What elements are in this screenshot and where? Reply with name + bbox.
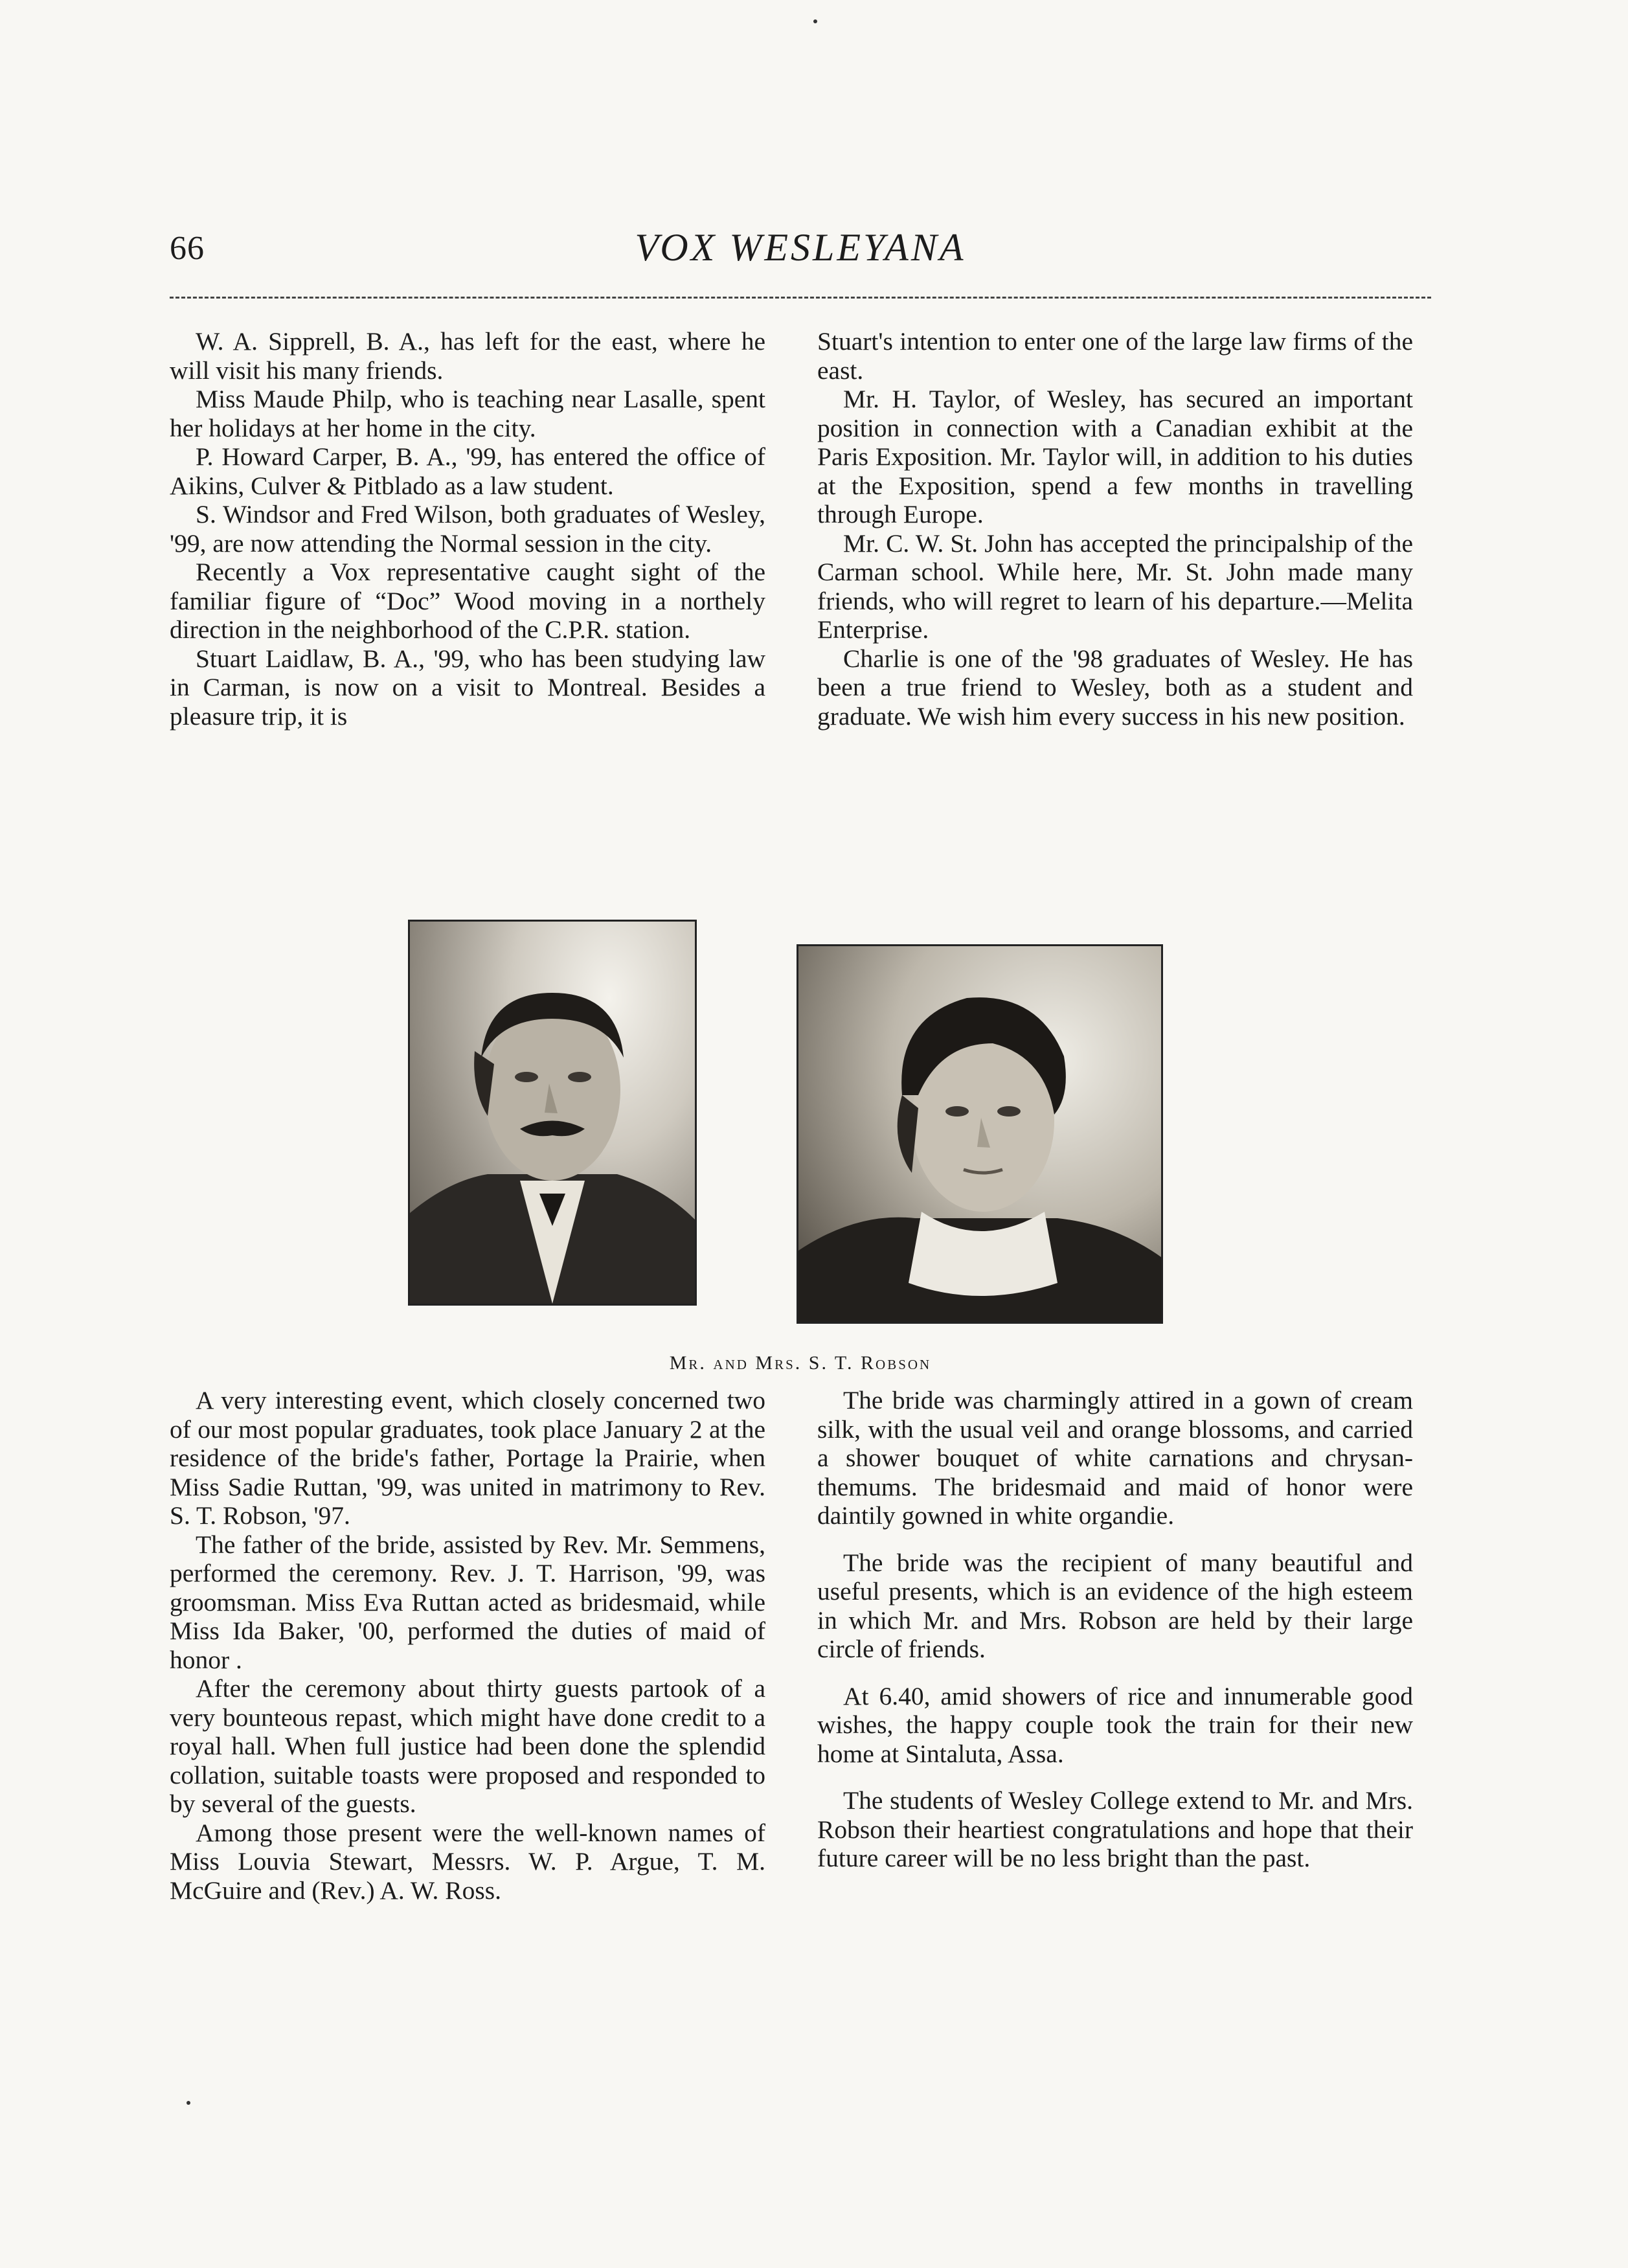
paragraph: A very interesting event, which closely concerned two of our most popular graduates, took place January 2 at the residence of the bride's father, Portage la Prairie, when Miss Sadie Ruttan, '99, was united in matrimony to Rev. S. T. Robson, '97. bbox=[170, 1386, 765, 1530]
paragraph: Mr. H. Taylor, of Wesley, has secured an important position in connection with a Canadian exhibit at the Paris Exposition. Mr. Taylor will, in addition to his duties at the Exposition, spend a few months in travelling through Europe. bbox=[817, 385, 1413, 528]
portrait-mr-robson-image bbox=[410, 922, 695, 1304]
journal-title: VOX WESLEYANA bbox=[635, 226, 966, 269]
paragraph: P. Howard Carper, B. A., '99, has entered the office of Aikins, Culver & Pitblado as a law student. bbox=[170, 442, 765, 500]
paragraph: At 6.40, amid showers of rice and innumerable good wishes, the happy couple took the train for their new home at Sintaluta, Assa. bbox=[817, 1681, 1413, 1768]
column-bottom-left bbox=[170, 1386, 765, 1905]
paragraph: The students of Wesley College extend to Mr. and Mrs. Robson their heartiest congratulations and hope that their future career will be no less bright than the past. bbox=[817, 1786, 1413, 1872]
paragraph: Recently a Vox representative caught sight of the familiar figure of “Doc” Wood moving in a northely direction in the neighborhood of the C.P.R. station. bbox=[170, 558, 765, 644]
stray-mark-bottom bbox=[187, 2101, 190, 2105]
paragraph: Stuart Laidlaw, B. A., '99, who has been studying law in Carman, is now on a visit to Montreal. Besides a pleasure trip, it is bbox=[170, 644, 765, 731]
paragraph: Mr. C. W. St. John has accepted the principalship of the Carman school. While here, Mr. St. John made many friends, who will regret to learn of his departure.—Melita Enterprise. bbox=[817, 528, 1413, 644]
paragraph: The bride was charmingly attired in a gown of cream silk, with the usual veil and orange blossoms, and carried a shower bouquet of white carnations and chrysanthemums. The bridesmaid and maid of honor were daintily gowned in white organdie. bbox=[817, 1386, 1413, 1530]
paragraph: The father of the bride, assisted by Rev. Mr. Semmens, performed the ceremony. Rev. J. T. Harrison, '99, was groomsman. Miss Eva Ruttan acted as bridesmaid, while Miss Ida Baker, '00, performed the duties of maid of honor . bbox=[170, 1530, 765, 1674]
column-top-left bbox=[170, 327, 765, 731]
paragraph: W. A. Sipprell, B. A., has left for the east, where he will visit his many friends. bbox=[170, 327, 765, 385]
page-number: 66 bbox=[170, 230, 205, 267]
stray-mark-top bbox=[813, 19, 817, 23]
paragraph: The bride was the recipient of many beautiful and useful presents, which is an evidence of the high esteem in which Mr. and Mrs. Robson are held by their large circle of friends. bbox=[817, 1548, 1413, 1663]
paragraph: S. Windsor and Fred Wilson, both graduates of Wesley, '99, are now attending the Normal session in the city. bbox=[170, 500, 765, 558]
column-bottom-right bbox=[817, 1386, 1413, 1873]
paragraph: Stuart's intention to enter one of the large law firms of the east. bbox=[817, 327, 1413, 385]
photo-caption: Mr. and Mrs. S. T. Robson bbox=[669, 1352, 932, 1374]
portrait-mrs-robson bbox=[797, 944, 1163, 1324]
paragraph: Charlie is one of the '98 graduates of Wesley. He has been a true friend to Wesley, both as a student and graduate. We wish him every success in his new position. bbox=[817, 644, 1413, 731]
paragraph: After the ceremony about thirty guests partook of a very bounteous repast, which might have done credit to a royal hall. When full justice had been done the splendid collation, suitable toasts were proposed and responded to by several of the guests. bbox=[170, 1674, 765, 1818]
column-top-right bbox=[817, 327, 1413, 731]
header-rule bbox=[170, 297, 1431, 299]
portrait-mr-robson bbox=[408, 920, 697, 1306]
portrait-mrs-robson-image bbox=[798, 946, 1161, 1322]
paragraph: Miss Maude Philp, who is teaching near Lasalle, spent her holidays at her home in the city. bbox=[170, 385, 765, 442]
paragraph: Among those present were the well-known names of Miss Louvia Stewart, Messrs. W. P. Argue, T. M. McGuire and (Rev.) A. W. Ross. bbox=[170, 1818, 765, 1905]
page-header bbox=[170, 225, 1431, 277]
